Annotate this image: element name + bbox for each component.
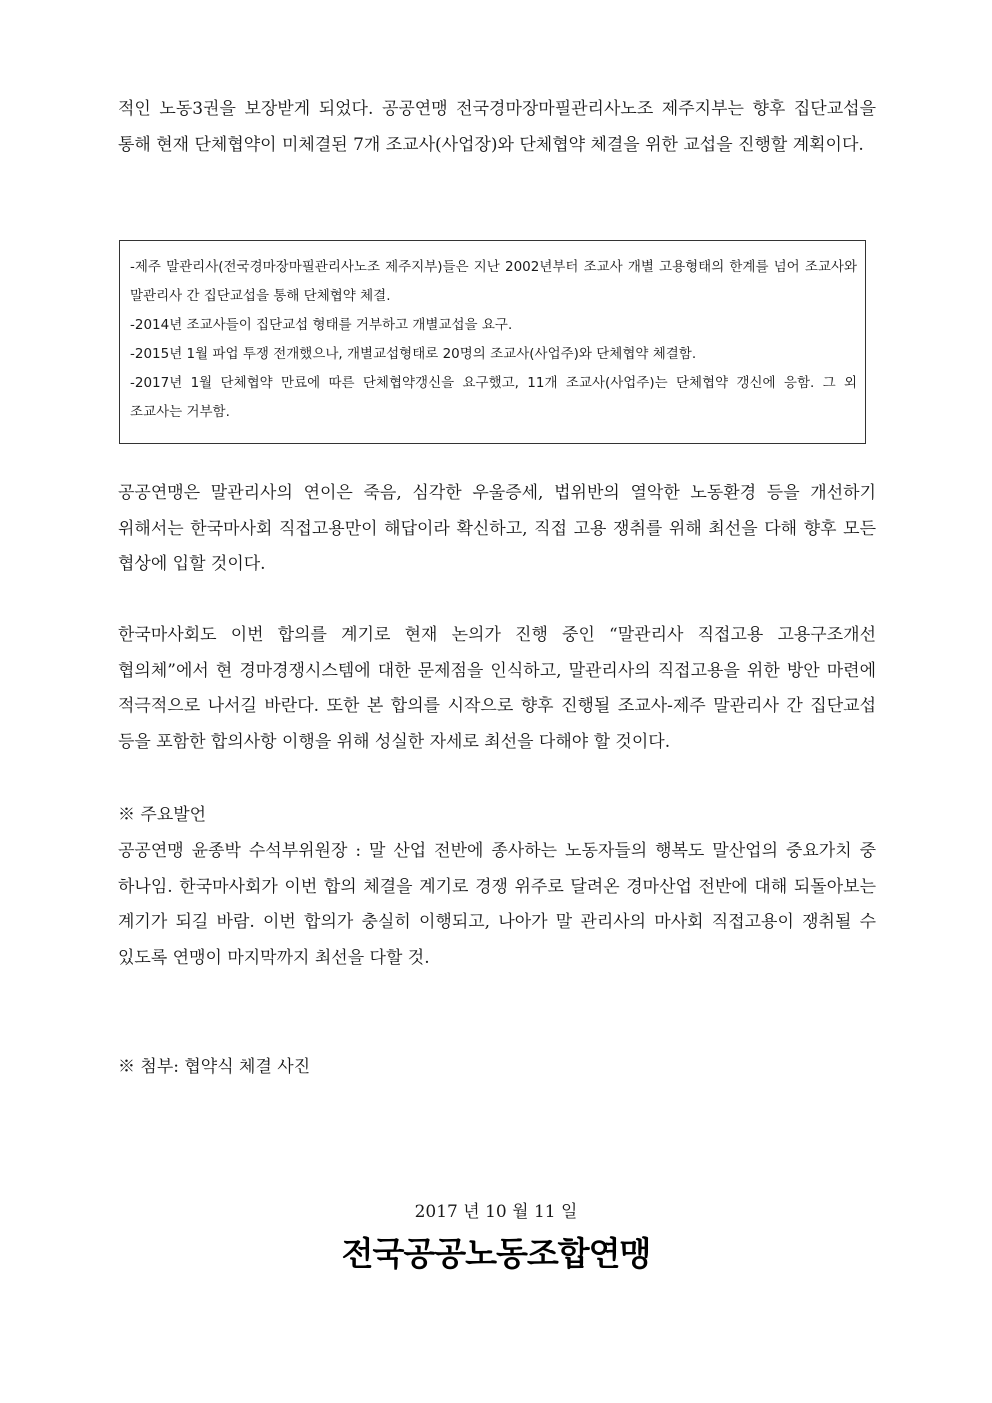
notice-line: -2017년 1월 단체협약 만료에 따른 단체협약갱신을 요구했고, 11개 조교사(사업주)는 단체협약 갱신에 응함. 그 외 조교사는 거부함. (130, 375, 857, 420)
notice-line: -2015년 1월 파업 투쟁 전개했으나, 개별교섭형태로 20명의 조교사(사업주)와 단체협약 체결함. (130, 346, 697, 362)
paragraph-direct-employment: 공공연맹은 말관리사의 연이은 죽음, 심각한 우울증세, 법위반의 열악한 노동환경 등을 개선하기 위해서는 한국마사회 직접고용만이 해답이라 확신하고, 직접 고용 쟁취를 위해 최선을 다해 향후 모든 협상에 입할 것이다. (118, 483, 876, 574)
document-date: 2017 년 10 월 11 일 (414, 1202, 578, 1222)
organization-signature: 전국공공노동조합연맹 (341, 1234, 651, 1273)
notice-line: -2014년 조교사들이 집단교섭 형태를 거부하고 개별교섭을 요구. (130, 317, 513, 333)
paragraph-kra-request: 한국마사회도 이번 합의를 계기로 현재 논의가 진행 중인 “말관리사 직접고용 고용구조개선 협의체”에서 현 경마경쟁시스템에 대한 문제점을 인식하고, 말관리사의 직접고용을 위한 방안 마련에 적극적으로 나서길 바란다. 또한 본 합의를 시작으로 향후 진행될 조교사-제주 말관리사 간 집단교섭 등을 포함한 합의사항 이행을 위해 성실한 자세로 최선을 다해야 할 것이다. (118, 625, 876, 752)
notice-line: -제주 말관리사(전국경마장마필관리사노조 제주지부)들은 지난 2002년부터 조교사 개별 고용형태의 한계를 넘어 조교사와 말관리사 간 집단교섭을 통해 단체협약 체결. (130, 259, 857, 304)
paragraph-key-remarks: 공공연맹 윤종박 수석부위원장 : 말 산업 전반에 종사하는 노동자들의 행복도 말산업의 중요가치 중 하나임. 한국마사회가 이번 합의 체결을 계기로 경쟁 위주로 달려온 경마산업 전반에 대해 되돌아보는 계기가 되길 바람. 이번 합의가 충실히 이행되고, 나아가 말 관리사의 마사회 직접고용이 쟁취될 수 있도록 연맹이 마지막까지 최선을 다할 것. (118, 841, 876, 968)
background-notice-box (119, 240, 866, 444)
key-remarks-heading: ※ 주요발언 (118, 805, 207, 825)
paragraph-bargaining-plan: 적인 노동3권을 보장받게 되었다. 공공연맹 전국경마장마필관리사노조 제주지부는 향후 집단교섭을 통해 현재 단체협약이 미체결된 7개 조교사(사업장)와 단체협약 체결을 위한 교섭을 진행할 계획이다. (118, 99, 876, 155)
attachment-note: ※ 첨부: 협약식 체결 사진 (118, 1057, 311, 1077)
